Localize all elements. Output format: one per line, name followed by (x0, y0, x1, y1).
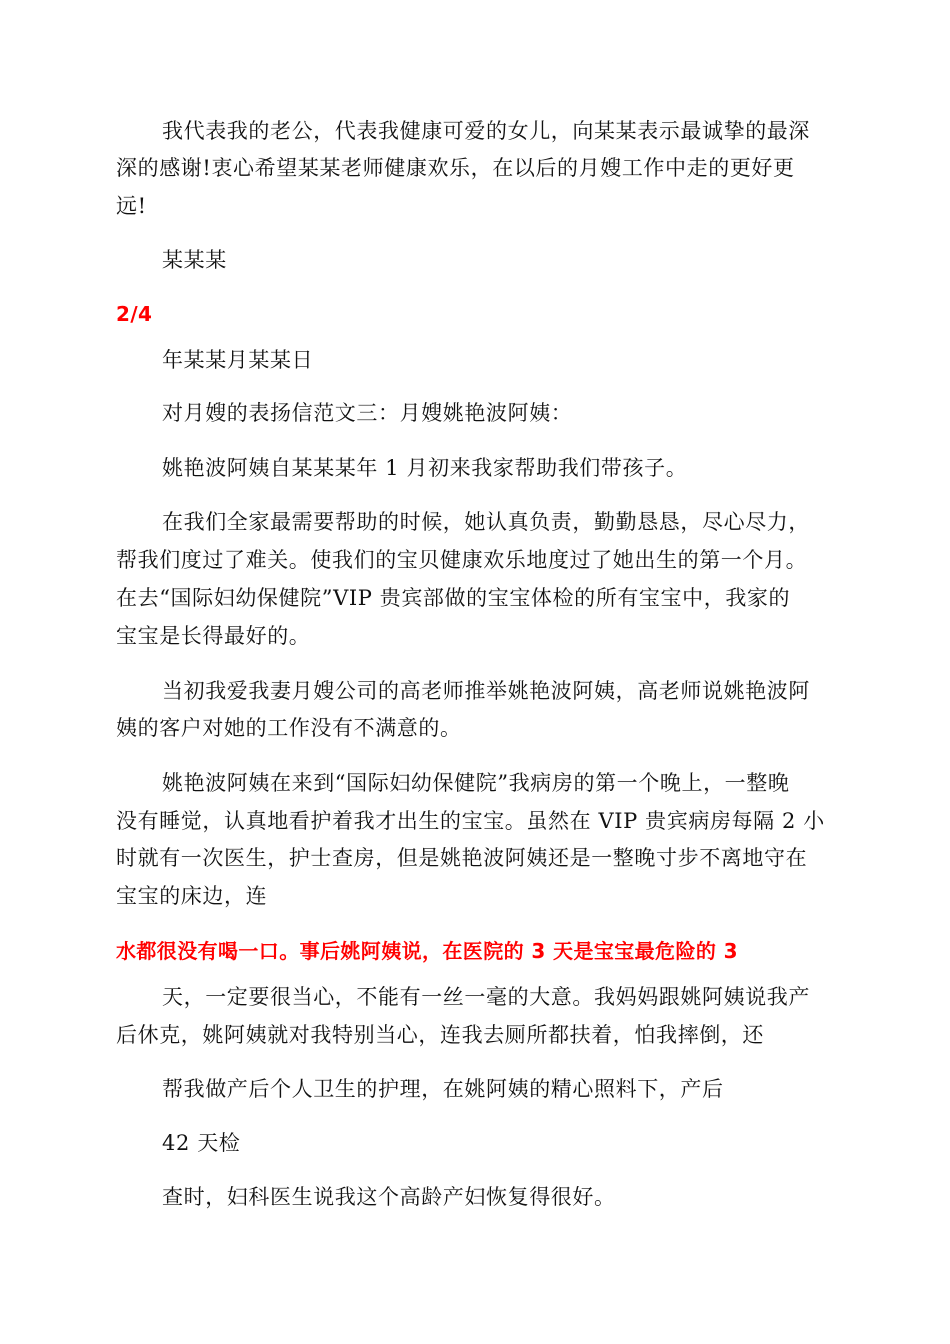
paragraph-7: 帮我做产后个人卫生的护理，在姚阿姨的精心照料下，产后 (162, 1077, 724, 1101)
paragraph-5-line-1: 姚艳波阿姨在来到“国际妇幼保健院”我病房的第一个晚上，一整晚 (162, 771, 790, 795)
paragraph-1-line-3: 远! (116, 194, 147, 218)
signature: 某某某 (162, 248, 227, 272)
paragraph-2: 姚艳波阿姨自某某某年 1 月初来我家帮助我们带孩子。 (162, 456, 688, 480)
paragraph-3-line-3: 在去“国际妇幼保健院”VIP 贵宾部做的宝宝体检的所有宝宝中，我家的 (116, 586, 791, 610)
page-marker: 2/4 (116, 302, 153, 326)
paragraph-4-line-2: 姨的客户对她的工作没有不满意的。 (116, 716, 462, 740)
paragraph-1-line-2: 深的感谢!衷心希望某某老师健康欢乐，在以后的月嫂工作中走的更好更 (116, 156, 795, 180)
letter-title: 对月嫂的表扬信范文三：月嫂姚艳波阿姨： (162, 401, 573, 425)
date-line: 年某某月某某日 (162, 348, 314, 372)
paragraph-6-line-2: 后休克，姚阿姨就对我特别当心，连我去厕所都扶着，怕我摔倒，还 (116, 1023, 764, 1047)
paragraph-5-line-3: 时就有一次医生，护士查房，但是姚艳波阿姨还是一整晚寸步不离地守在 (116, 846, 808, 870)
paragraph-3-line-1: 在我们全家最需要帮助的时候，她认真负责，勤勤恳恳，尽心尽力， (162, 510, 810, 534)
paragraph-3-line-4: 宝宝是长得最好的。 (116, 624, 311, 648)
paragraph-4-line-1: 当初我爱我妻月嫂公司的高老师推举姚艳波阿姨，高老师说姚艳波阿 (162, 679, 810, 703)
paragraph-6-line-1: 天，一定要很当心，不能有一丝一毫的大意。我妈妈跟姚阿姨说我产 (162, 985, 810, 1009)
paragraph-8: 42 天检 (162, 1131, 241, 1155)
paragraph-5-line-2: 没有睡觉，认真地看护着我才出生的宝宝。虽然在 VIP 贵宾病房每隔 2 小 (116, 809, 825, 833)
paragraph-1-line-1: 我代表我的老公，代表我健康可爱的女儿，向某某表示最诚挚的最深 (162, 119, 810, 143)
highlighted-line: 水都很没有喝一口。事后姚阿姨说，在医院的 3 天是宝宝最危险的 3 (116, 939, 738, 963)
paragraph-9: 查时，妇科医生说我这个高龄产妇恢复得很好。 (162, 1185, 616, 1209)
paragraph-3-line-2: 帮我们度过了难关。使我们的宝贝健康欢乐地度过了她出生的第一个月。 (116, 548, 808, 572)
paragraph-5-line-4: 宝宝的床边，连 (116, 884, 268, 908)
